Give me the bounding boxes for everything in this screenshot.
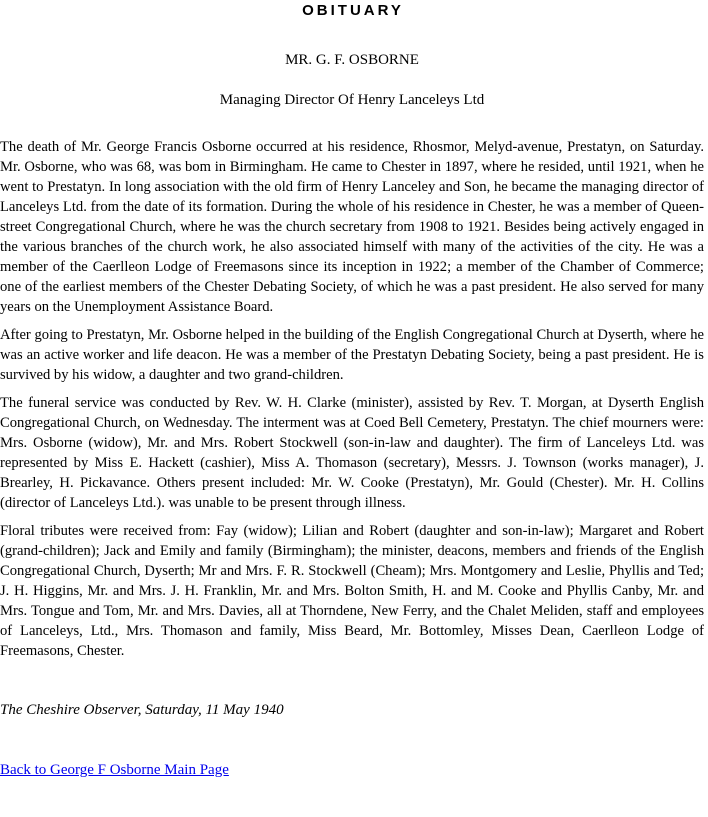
- paragraph-prestatyn: After going to Prestatyn, Mr. Osborne helped in the building of the English Congregational Church at Dyserth, where he was an active worker and life deacon. He was a member of the Prestatyn Debating Society, being a past president. He is survived by his widow, a daughter and two grand-children.: [0, 327, 704, 383]
- paragraph-floral-tributes: Floral tributes were received from: Fay (widow); Lilian and Robert (daughter and son-in-law); Margaret and Robert (grand-children); Jack and Emily and family (Birmingham); the minister, deacons, members and friends of the English Congregational Church, Dyserth; Mr and Mrs. F. R. Stockwell (Cheam); Mrs. Montgomery and Leslie, Phyllis and Ted; J. H. Higgins, Mr. and Mrs. J. H. Franklin, Mr. and Mrs. Bolton Smith, H. and M. Cooke and Phyllis Canby, Mr. and Mrs. Tongue and Tom, Mr. and Mrs. Davies, all at Thorndene, New Ferry, and the Chalet Meliden, staff and employees of Lanceleys, Ltd., Mrs. Thomason and family, Miss Beard, Mr. Bottomley, Misses Dean, Caerlleon Lodge of Freemasons, Chester.: [0, 523, 704, 659]
- deceased-name: MR. G. F. OSBORNE: [285, 52, 419, 68]
- source-citation: The Cheshire Observer, Saturday, 11 May 1940: [0, 702, 284, 718]
- paragraph-funeral: The funeral service was conducted by Rev. W. H. Clarke (minister), assisted by Rev. T. Morgan, at Dyserth English Congregational Church, on Wednesday. The interment was at Coed Bell Cemetery, Prestatyn. The chief mourners were: Mrs. Osborne (widow), Mr. and Mrs. Robert Stockwell (son-in-law and daughter). The firm of Lanceleys Ltd. was represented by Miss E. Hackett (cashier), Miss A. Thomason (secretary), Messrs. J. Townson (works manager), J. Brearley, H. Pickavance. Others present included: Mr. W. Cooke (Prestatyn), Mr. Gould (Chester). Mr. H. Collins (director of Lanceleys Ltd.). was unable to be present through illness.: [0, 395, 704, 511]
- page-heading: OBITUARY: [302, 2, 404, 19]
- obituary-body: [0, 137, 704, 669]
- back-to-main-page-link[interactable]: Back to George F Osborne Main Page: [0, 762, 229, 778]
- deceased-title: Managing Director Of Henry Lanceleys Ltd: [219, 92, 485, 108]
- paragraph-death-notice: The death of Mr. George Francis Osborne occurred at his residence, Rhosmor, Melyd-avenue, Prestatyn, on Saturday. Mr. Osborne, who was 68, was bom in Birmingham. He came to Chester in 1897, where he resided, until 1921, when he went to Prestatyn. In long association with the old firm of Henry Lanceley and Son, he became the managing director of Lanceleys Ltd. from the date of its formation. During the whole of his residence in Chester, he was a member of Queen-street Congregational Church, where he was the church secretary from 1908 to 1921. Besides being actively engaged in the various branches of the church work, he also associated himself with many of the activities of the city. He was a member of the Caerlleon Lodge of Freemasons since its inception in 1922; a member of the Chamber of Commerce; one of the earliest members of the Chester Debating Society, of which he was a past president. He also served for many years on the Unemployment Assistance Board.: [0, 139, 704, 315]
